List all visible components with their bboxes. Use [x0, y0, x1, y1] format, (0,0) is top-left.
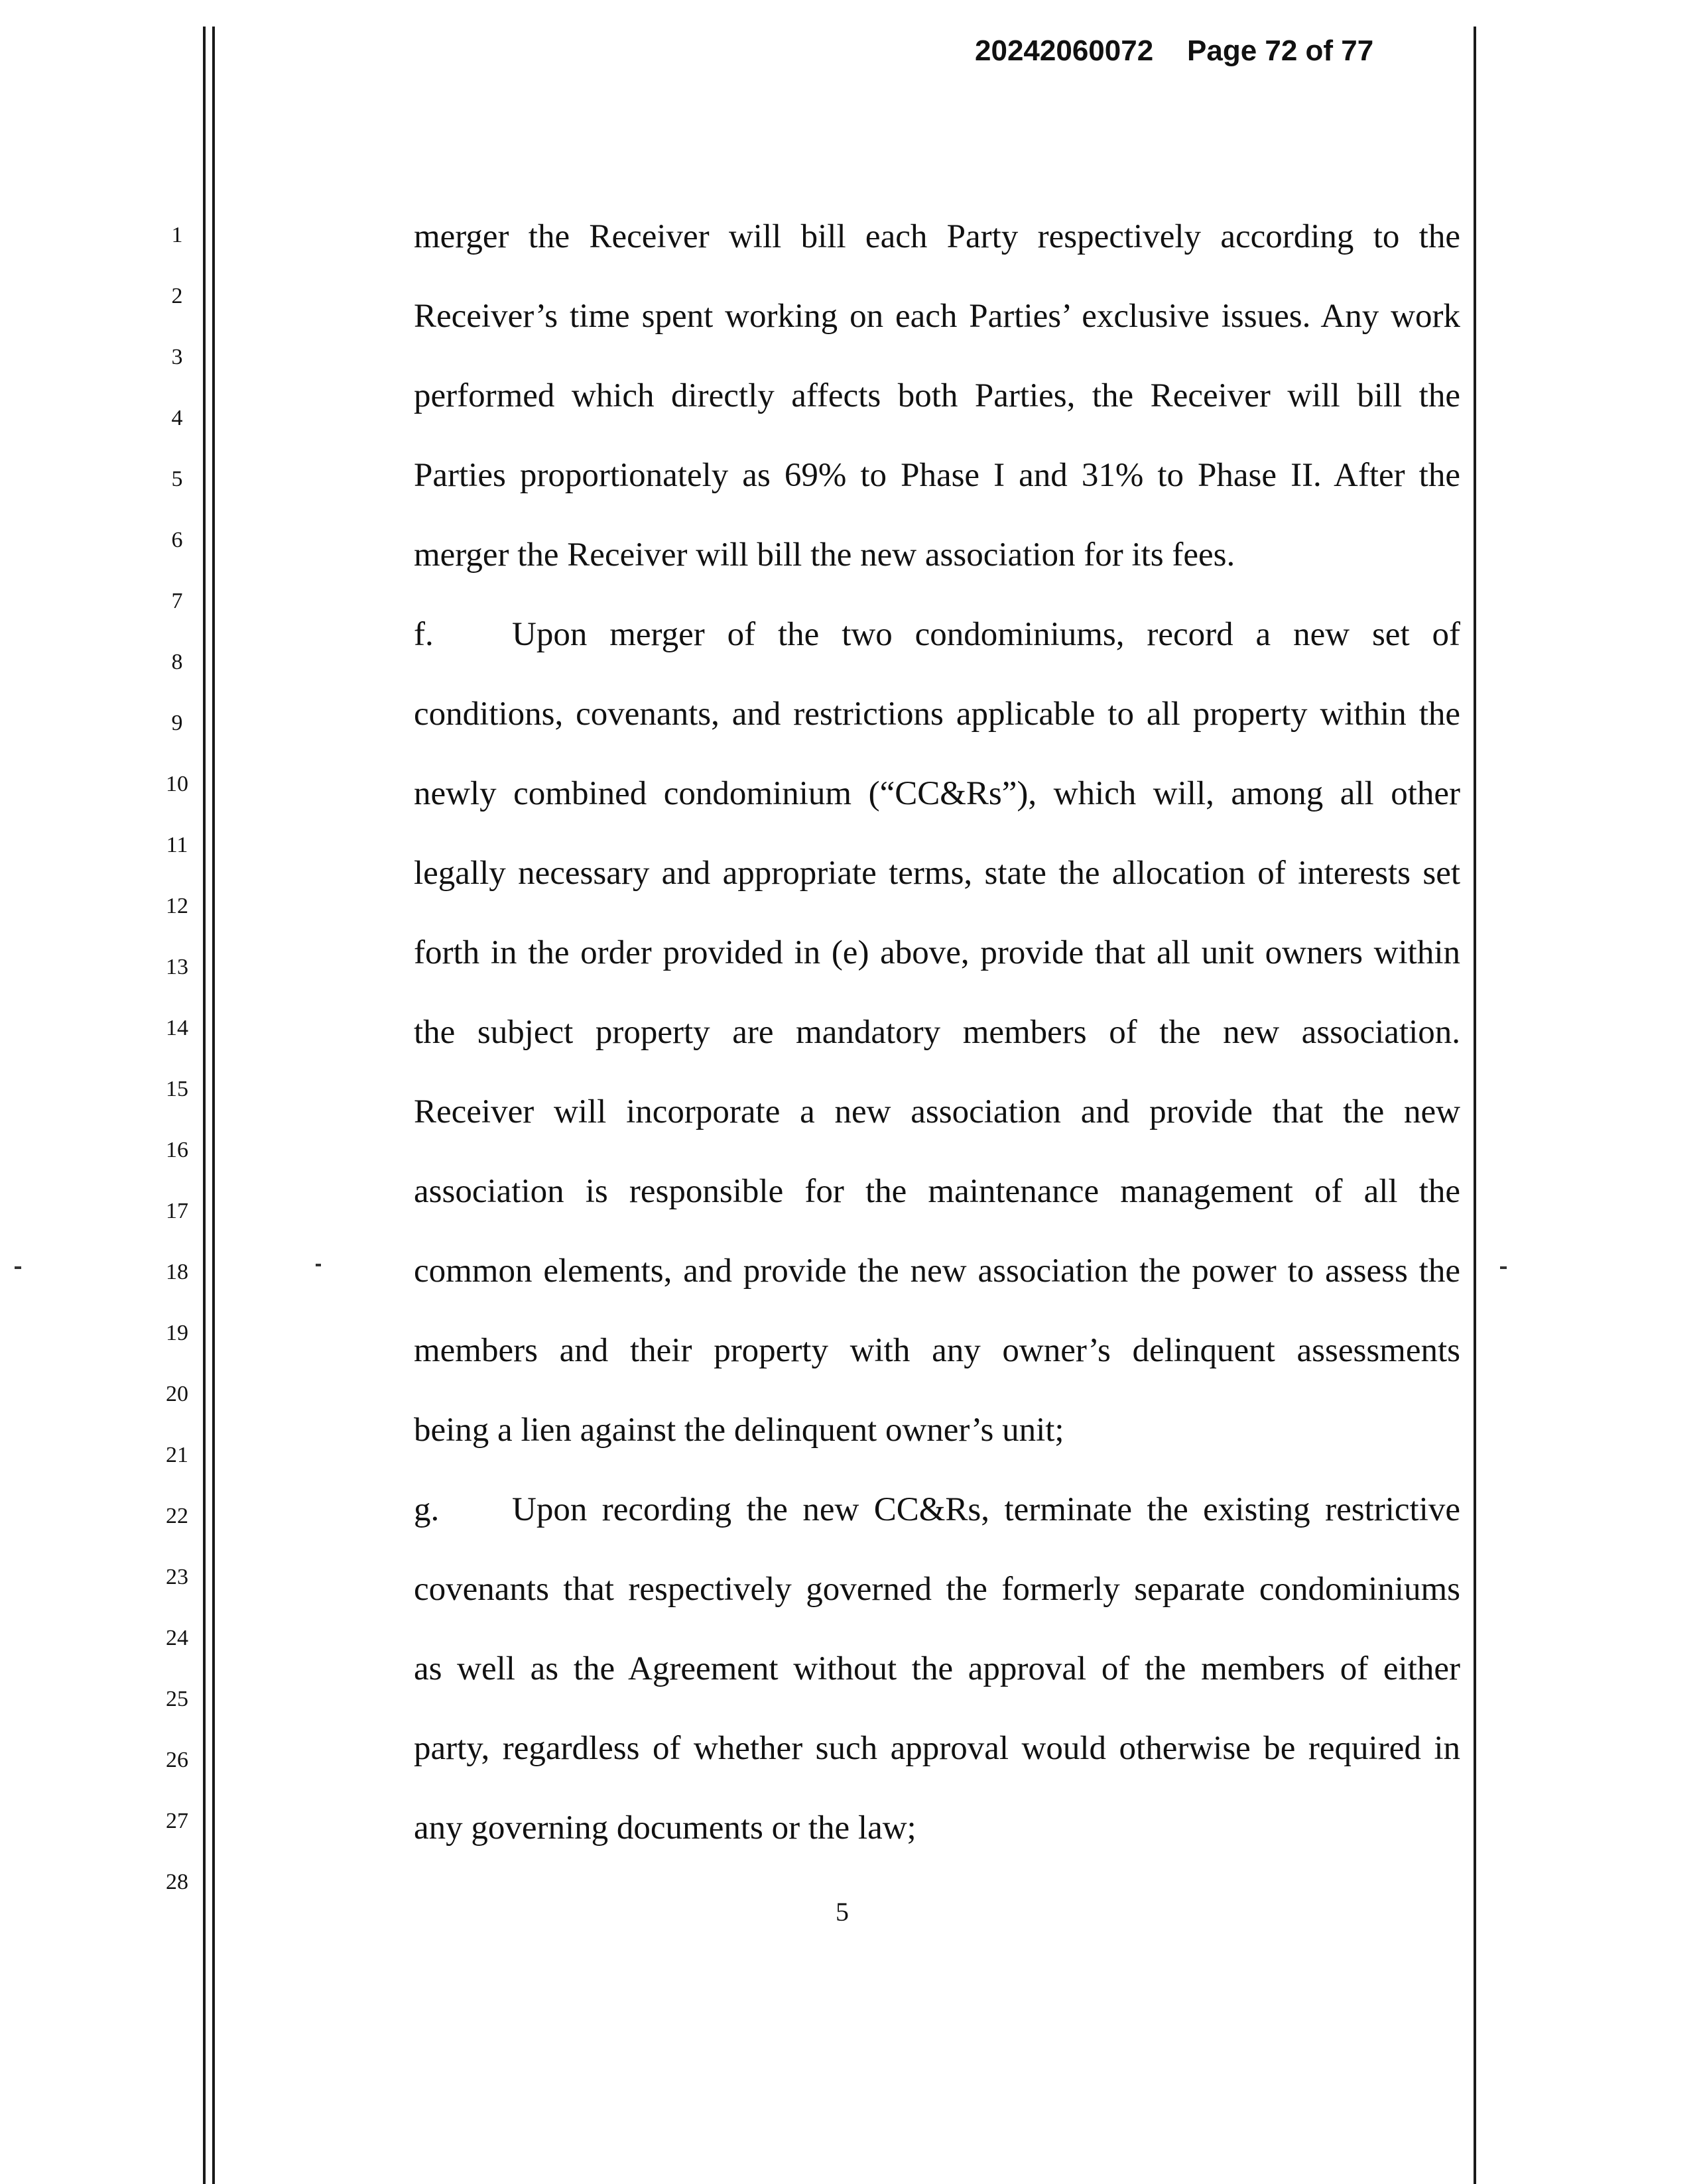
text-line: Receiver will incorporate a new association and provide that the new — [414, 1093, 1460, 1130]
item-f-first-line — [414, 613, 1460, 656]
text-line: Receiver’s time spent working on each Parties’ exclusive issues. Any work — [414, 298, 1460, 335]
text-line: performed which directly affects both Parties, the Receiver will bill the — [414, 377, 1460, 414]
item-label-g: g. — [414, 1491, 440, 1528]
text-line: covenants that respectively governed the formerly separate condominiums — [414, 1571, 1460, 1608]
line-number: 13 — [166, 955, 188, 979]
right-margin-rule — [1474, 27, 1476, 2184]
line-number: 17 — [166, 1199, 188, 1223]
text-line: the subject property are mandatory members of the new association. — [414, 1014, 1460, 1051]
line-number: 3 — [171, 345, 183, 369]
text-line: as well as the Agreement without the approval of the members of either — [414, 1650, 1460, 1687]
line-number: 2 — [171, 284, 183, 308]
item-g-first-line — [414, 1488, 1460, 1531]
text-line: legally necessary and appropriate terms, state the allocation of interests set — [414, 855, 1460, 892]
line-number: 16 — [166, 1138, 188, 1162]
line-number: 5 — [171, 467, 183, 491]
line-number: 19 — [166, 1321, 188, 1345]
line-number: 28 — [166, 1870, 188, 1894]
text-line: association is responsible for the maintenance management of all the — [414, 1173, 1460, 1210]
text-line: forth in the order provided in (e) above, provide that all unit owners within — [414, 934, 1460, 971]
text-line: Parties proportionately as 69% to Phase I and 31% to Phase II. After the — [414, 457, 1460, 494]
item-label-f: f. — [414, 616, 434, 653]
text-line: conditions, covenants, and restrictions applicable to all property within the — [414, 696, 1460, 733]
text-line: party, regardless of whether such approval would otherwise be required in — [414, 1730, 1460, 1767]
footer-page-number: 5 — [836, 1897, 849, 1927]
line-number: 18 — [166, 1260, 188, 1284]
line-number: 10 — [166, 772, 188, 796]
line-number: 25 — [166, 1687, 188, 1711]
line-number: 20 — [166, 1382, 188, 1406]
text-line: any governing documents or the law; — [414, 1809, 916, 1847]
text-line: Upon merger of the two condominiums, record a new set of — [512, 616, 1460, 653]
scan-mark — [1500, 1266, 1507, 1269]
page-label: Page 72 of 77 — [1187, 34, 1374, 67]
text-line: newly combined condominium (“CC&Rs”), which will, among all other — [414, 775, 1460, 812]
text-line: Upon recording the new CC&Rs, terminate the existing restrictive — [512, 1491, 1460, 1528]
line-number: 7 — [171, 589, 183, 613]
line-number: 21 — [166, 1443, 188, 1467]
text-line: being a lien against the delinquent owner’s unit; — [414, 1412, 1064, 1449]
left-margin-rule-inner — [212, 27, 215, 2184]
line-number: 26 — [166, 1748, 188, 1772]
line-number: 15 — [166, 1077, 188, 1101]
text-line: common elements, and provide the new association the power to assess the — [414, 1252, 1460, 1290]
line-number: 1 — [171, 223, 183, 247]
line-number: 27 — [166, 1809, 188, 1833]
line-number: 23 — [166, 1565, 188, 1589]
text-line: members and their property with any owner’s delinquent assessments — [414, 1332, 1460, 1369]
line-number: 22 — [166, 1504, 188, 1528]
line-number: 6 — [171, 528, 183, 552]
text-line: merger the Receiver will bill each Party respectively according to the — [414, 218, 1460, 255]
text-line: merger the Receiver will bill the new association for its fees. — [414, 536, 1235, 574]
line-number: 14 — [166, 1016, 188, 1040]
document-number: 20242060072 — [975, 34, 1154, 67]
line-number: 11 — [166, 833, 188, 857]
scan-mark — [316, 1264, 321, 1266]
line-number: 24 — [166, 1626, 188, 1650]
scan-mark — [15, 1266, 21, 1269]
line-number: 8 — [171, 650, 183, 674]
line-number: 9 — [171, 711, 183, 735]
line-number: 4 — [171, 406, 183, 430]
line-number: 12 — [166, 894, 188, 918]
